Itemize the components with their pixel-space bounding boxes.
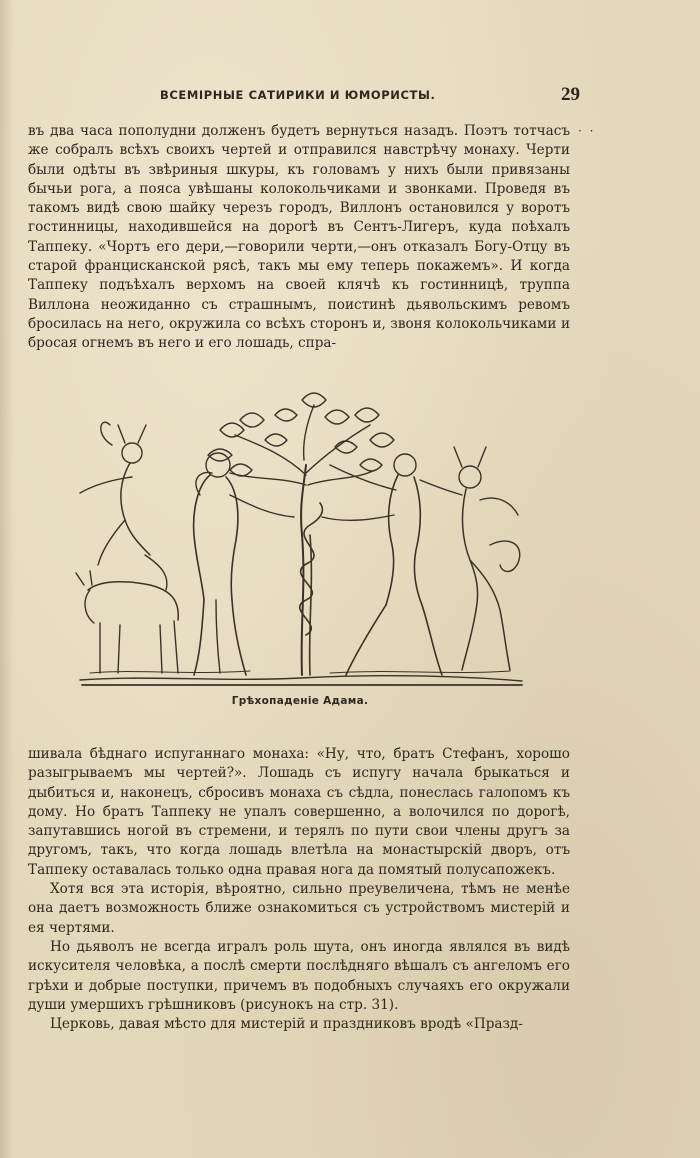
- illustration-fall-of-adam: [70, 385, 530, 690]
- body-text-top: [28, 122, 570, 354]
- margin-mark: · ·: [578, 124, 596, 138]
- page-number: 29: [561, 84, 580, 105]
- paragraph: шивала бѣднаго испуганнаго монаха: «Ну, что, братъ Стефанъ, хорошо разыгрываемъ мы чертей?». Лошадь съ испугу начала брыкаться и дыбиться и, наконецъ, сбросивъ монаха съ сѣдла, понеслась галопомъ къ дому. Но братъ Таппеку не упалъ совершенно, а волочился по дорогѣ, запутавшись ногой въ стремени, и терялъ по пути свои члены другъ за другомъ, такъ, что когда лошадь влетѣла на монастырскій дворъ, отъ Таппеку оставалась только одна правая нога да помятый полусапожекъ.: [28, 746, 570, 878]
- paragraph: Хотя вся эта исторія, вѣроятно, сильно преувеличена, тѣмъ не менѣе она даетъ возможность ближе ознакомиться съ устройствомъ мистерій и ея чертями.: [28, 881, 570, 936]
- paragraph: Но дьяволъ не всегда игралъ роль шута, онъ иногда являлся въ видѣ искусителя человѣка, а послѣ смерти послѣдняго вѣшалъ съ ангеломъ его грѣхи и добрые поступки, причемъ въ подобныхъ случаяхъ его окружали души умершихъ грѣшниковъ (рисунокъ на стр. 31).: [28, 938, 570, 1013]
- running-title: ВСЕМІРНЫЕ САТИРИКИ И ЮМОРИСТЫ.: [160, 88, 436, 102]
- paragraph: въ два часа пополудни долженъ будетъ вернуться назадъ. Поэтъ тотчасъ же собралъ всѣхъ своихъ чертей и отправился навстрѣчу монаху. Черти были одѣты въ звѣриныя шкуры, къ головамъ у нихъ были привязаны бычьи рога, а пояса увѣшаны колокольчиками и звонками. Проведя въ такомъ видѣ свою шайку черезъ городъ, Виллонъ остановился у воротъ гостинницы, находившейся на дорогѣ въ Сентъ-Лигеръ, куда поѣхалъ Таппеку. «Чортъ его дери,—говорили черти,—онъ отказалъ Богу-Отцу въ старой францисканской рясѣ, такъ мы ему теперь покажемъ». И когда Таппеку подъѣхалъ верхомъ на своей клячѣ къ гостинницѣ, труппа Виллона неожиданно съ страшнымъ, поистинѣ дьявольскимъ ревомъ бросилась на него, окружила со всѣхъ сторонъ и, звоня колокольчиками и бросая огнемъ въ него и его лошадь, спра-: [28, 123, 570, 352]
- body-text-bottom: [28, 745, 570, 1034]
- paragraph: Церковь, давая мѣсто для мистерій и праздниковъ вродѣ «Празд-: [50, 1016, 523, 1033]
- running-head: [160, 84, 580, 108]
- figure-caption: Грѣхопаденіе Адама.: [231, 695, 369, 707]
- engraving-image: [70, 385, 530, 690]
